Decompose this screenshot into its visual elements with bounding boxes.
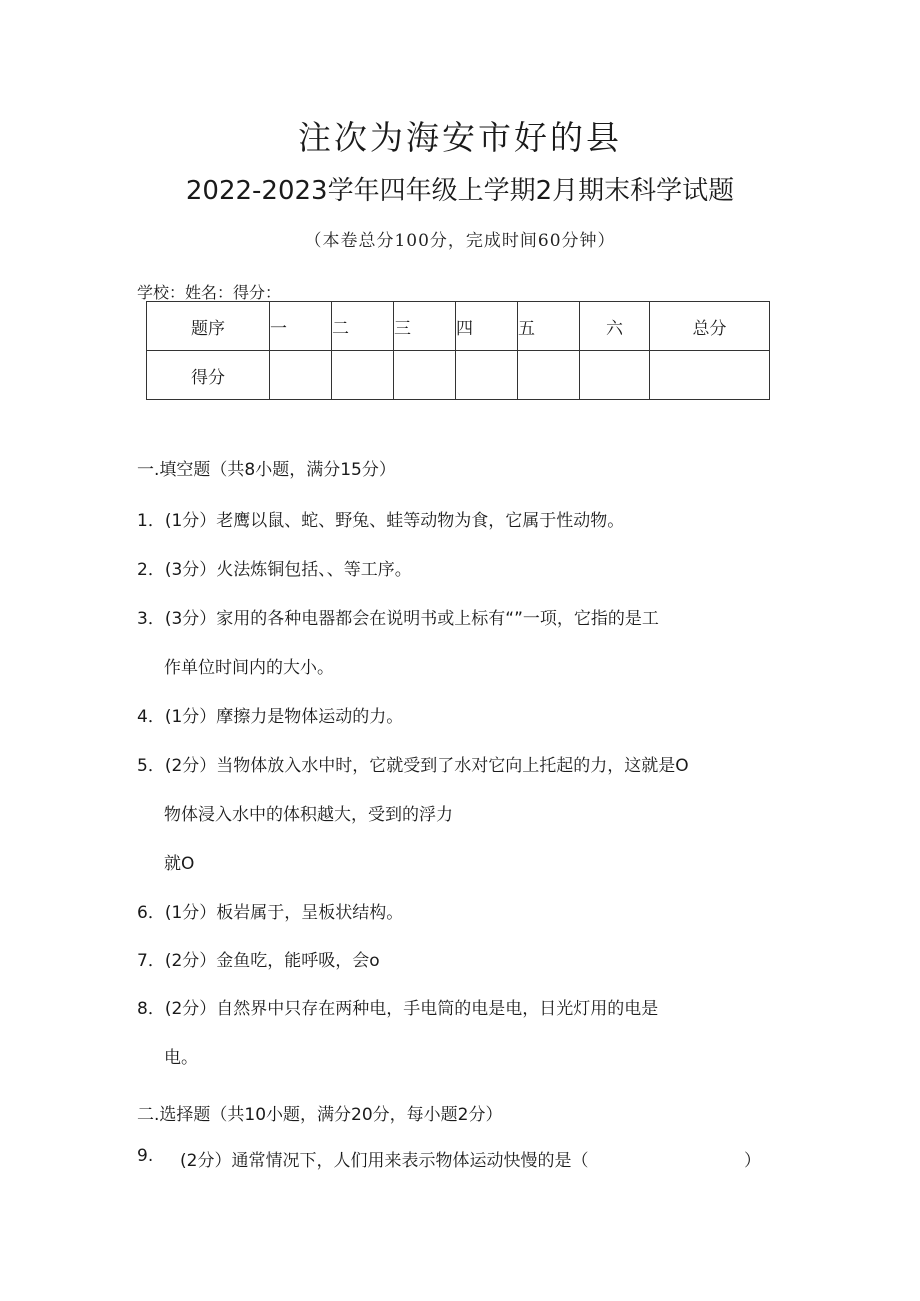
score-table-cell: 六	[580, 302, 650, 351]
score-table	[146, 301, 770, 400]
score-table-cell: 四	[456, 302, 518, 351]
question-line: 4．(1分）摩擦力是物体运动的力。	[137, 707, 404, 727]
question-line: 就O	[164, 854, 195, 874]
question-line: 1．(1分）老鹰以鼠、蛇、野兔、蛙等动物为食，它属于性动物。	[137, 511, 625, 531]
question-line: 3．(3分）家用的各种电器都会在说明书或上标有“”一项，它指的是工	[137, 609, 659, 629]
score-input-cell	[650, 351, 770, 400]
score-input-cell	[332, 351, 394, 400]
score-table-cell: 二	[332, 302, 394, 351]
score-table-cell: 一	[270, 302, 332, 351]
question-number: 9.	[137, 1146, 154, 1166]
section-heading: 一.填空题（共8小题，满分15分）	[137, 460, 396, 480]
question-line: (2分）通常情况下，人们用来表示物体运动快慢的是（	[180, 1151, 589, 1171]
question-line: 作单位时间内的大小。	[164, 658, 334, 678]
score-input-cell	[394, 351, 456, 400]
score-table-header-row	[147, 302, 770, 351]
score-table-cell: 五	[518, 302, 580, 351]
answer-bracket-close: ）	[744, 1151, 761, 1171]
section-heading: 二.选择题（共10小题，满分20分，每小题2分）	[137, 1105, 503, 1125]
question-line: 电。	[164, 1048, 198, 1068]
question-line: 物体浸入水中的体积越大，受到的浮力	[164, 805, 453, 825]
question-line: 8．(2分）自然界中只存在两种电，手电筒的电是电，日光灯用的电是	[137, 999, 659, 1019]
question-line: 7．(2分）金鱼吃，能呼吸，会o	[137, 951, 380, 971]
student-info-line: 学校：姓名：得分：	[137, 283, 282, 302]
exam-title-school: 注次为海安市好的县	[298, 118, 622, 157]
score-table-cell: 题序	[147, 302, 270, 351]
question-line: 6．(1分）板岩属于，呈板状结构。	[137, 903, 404, 923]
score-input-cell	[580, 351, 650, 400]
score-table-cell: 总分	[650, 302, 770, 351]
score-table-cell: 得分	[147, 351, 270, 400]
score-input-cell	[518, 351, 580, 400]
score-table-score-row	[147, 351, 770, 400]
exam-subtitle: （本卷总分100分，完成时间60分钟）	[304, 231, 616, 251]
score-input-cell	[270, 351, 332, 400]
question-line: 2．(3分）火法炼铜包括、、等工序。	[137, 560, 412, 580]
exam-title: 2022-2023学年四年级上学期2月期末科学试题	[185, 176, 735, 206]
score-input-cell	[456, 351, 518, 400]
question-line: 5．(2分）当物体放入水中时，它就受到了水对它向上托起的力，这就是O	[137, 756, 689, 776]
score-table-cell: 三	[394, 302, 456, 351]
